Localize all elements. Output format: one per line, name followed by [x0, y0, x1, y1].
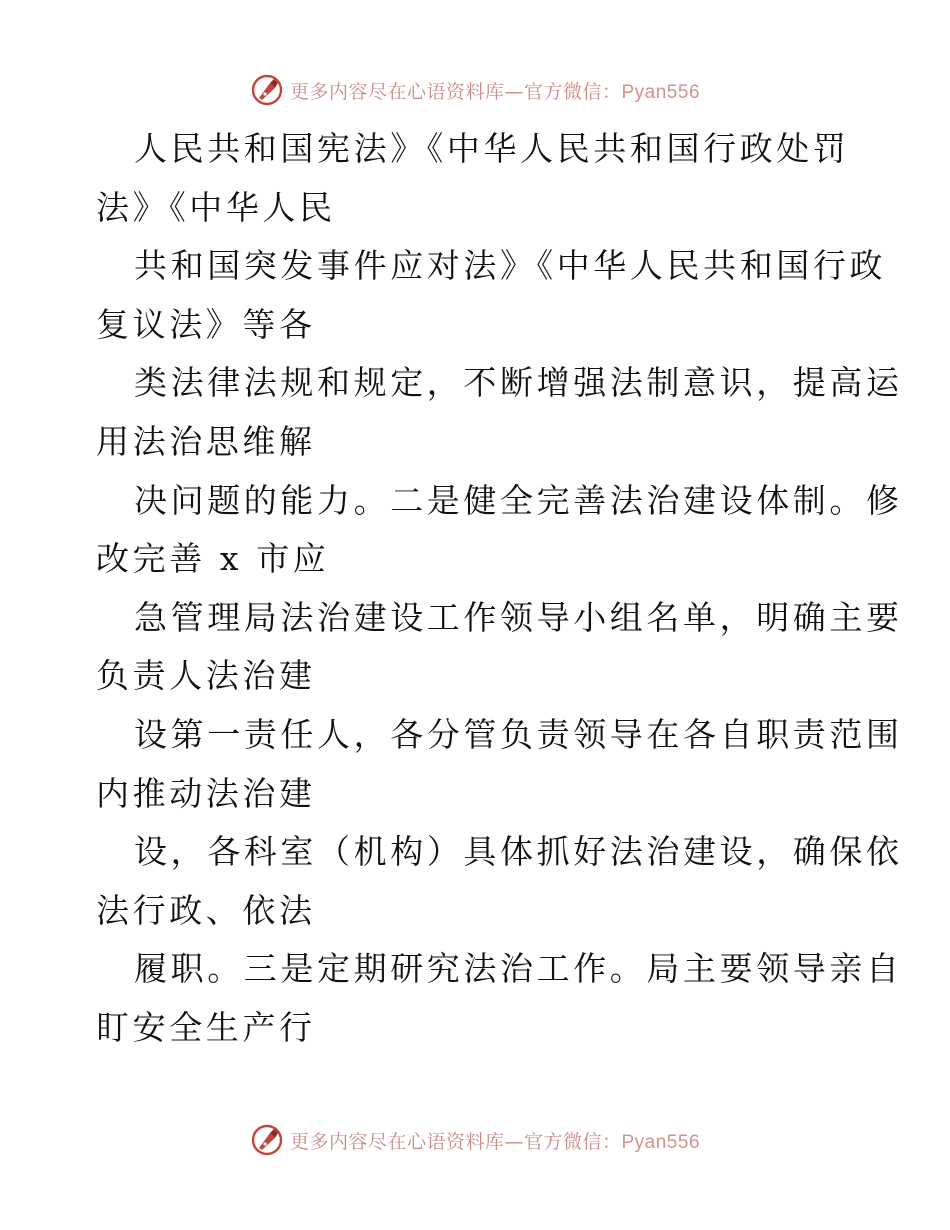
text-line: 负责人法治建 — [96, 656, 316, 696]
text-line: 法行政、依法 — [96, 890, 316, 930]
text-line: 设，各科室（机构）具体抓好法治建设，确保依 — [134, 832, 903, 872]
text-line: 设第一责任人，各分管负责领导在各自职责范围 — [134, 714, 903, 754]
text-line: 共和国突发事件应对法》《中华人民共和国行政 — [134, 246, 887, 286]
text-line: 决问题的能力。二是健全完善法治建设体制。修 — [134, 480, 903, 520]
text-line: 人民共和国宪法》《中华人民共和国行政处罚 — [134, 129, 850, 168]
text-line: 内推动法治建 — [96, 773, 316, 813]
text-line: 急管理局法治建设工作领导小组名单，明确主要 — [134, 597, 903, 637]
document-body — [96, 120, 903, 1058]
pen-nib-logo-icon — [250, 1123, 284, 1157]
text-line: 改完善 x 市应 — [96, 539, 330, 579]
header-watermark — [0, 70, 950, 110]
text-line: 类法律法规和规定，不断增强法制意识，提高运 — [134, 363, 903, 403]
text-line: 用法治思维解 — [96, 421, 316, 461]
text-line: 复议法》等各 — [96, 304, 316, 344]
watermark-text: 更多内容尽在心语资料库—官方微信：Pyan556 — [289, 80, 701, 103]
text-line: 履职。三是定期研究法治工作。局主要领导亲自 — [134, 949, 903, 989]
watermark-text: 更多内容尽在心语资料库—官方微信：Pyan556 — [289, 1130, 701, 1153]
text-line: 法》《中华人民 — [96, 187, 336, 227]
pen-nib-logo-icon — [250, 73, 284, 107]
footer-watermark — [0, 1120, 950, 1160]
text-line: 盯安全生产行 — [96, 1007, 316, 1047]
